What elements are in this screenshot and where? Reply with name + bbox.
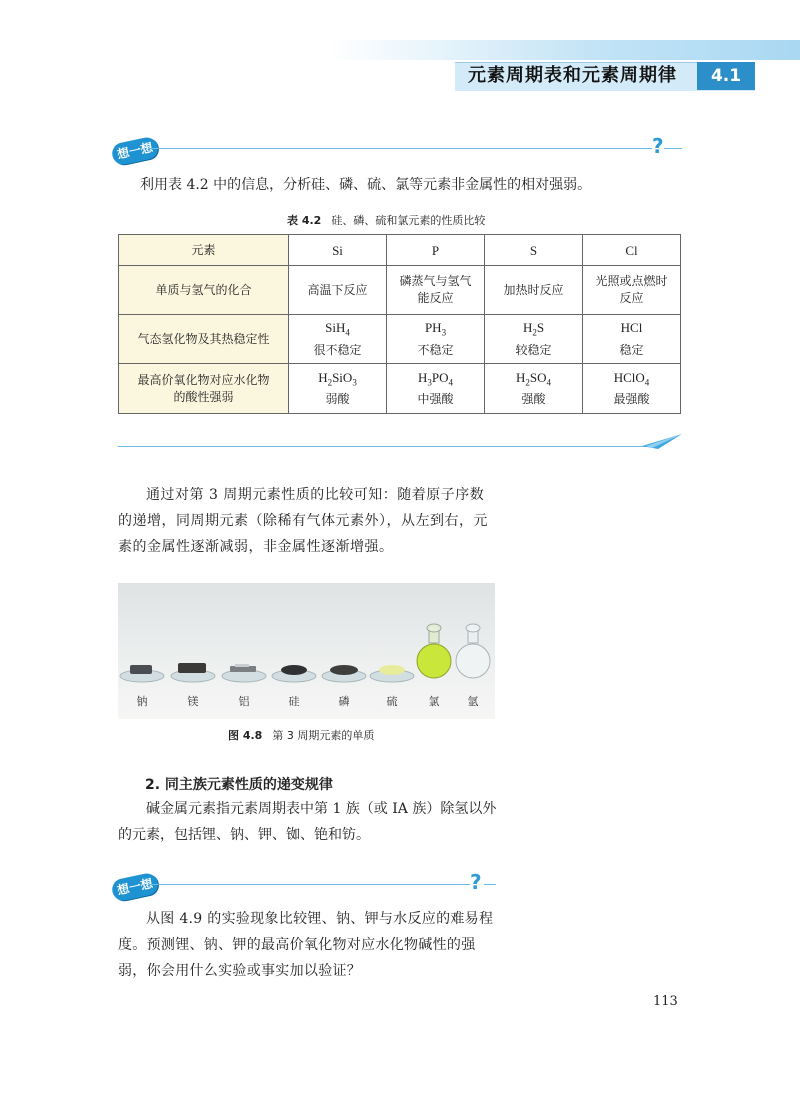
element-label: 硫: [386, 695, 398, 708]
table-cell: [289, 364, 387, 414]
table-cell: [387, 364, 485, 414]
think-rule-2: [150, 884, 470, 885]
table-cell: [485, 315, 583, 364]
think-rule-1b: [664, 148, 682, 149]
think-badge-1: 想一想: [110, 135, 160, 166]
question-mark-icon: ?: [652, 134, 664, 158]
header-cell-p: P: [387, 235, 485, 266]
header-cell-cl: Cl: [583, 235, 681, 266]
element-label: 磷: [338, 695, 350, 708]
element-label: 氩: [467, 695, 479, 708]
formula: HClO$_4$: [613, 369, 650, 388]
section-number: 4.1: [697, 62, 755, 90]
table-cell: [583, 364, 681, 414]
think-rule-1: [150, 148, 652, 149]
think-prompt-2: 从图 4.9 的实验现象比较锂、钠、钾与水反应的难易程度。预测锂、钠、钾的最高价氧化物对应水化物碱性的强弱，你会用什么实验或事实加以验证？: [118, 911, 494, 979]
formula: $H_2SiO_3$: [318, 369, 357, 388]
row-label: 最高价氧化物对应水化物 的酸性强弱: [119, 364, 289, 414]
row-label: 气态氢化物及其热稳定性: [119, 315, 289, 364]
table-cell: [485, 364, 583, 414]
table-caption-number: 表 4.2: [287, 214, 322, 227]
arrow-icon: [642, 428, 686, 450]
formula: $PH_3$: [424, 320, 447, 338]
chapter-title: 元素周期表和元素周期律: [468, 65, 677, 86]
table-cell: 高温下反应: [289, 266, 387, 315]
formula: HCl: [620, 320, 643, 336]
page-number: 113: [653, 994, 678, 1009]
cell-note: 稳定: [619, 342, 644, 357]
cell-note: 最强酸: [613, 392, 650, 407]
section-heading: 2. 同主族元素性质的递变规律: [145, 777, 333, 793]
properties-table: [118, 234, 681, 414]
paragraph-period-trend: 通过对第 3 周期元素性质的比较可知：随着原子序数的递增，同周期元素（除稀有气体元素外），从左到右，元素的金属性逐渐减弱，非金属性逐渐增强。: [118, 487, 488, 555]
figure-caption-text: 第 3 周期元素的单质: [272, 729, 375, 742]
element-label: 钠: [136, 695, 148, 708]
question-mark-icon: ?: [470, 870, 482, 894]
formula: $H_3PO_4$: [417, 369, 453, 388]
table-row: [119, 364, 681, 414]
figure-caption: [228, 727, 374, 743]
formula: $H_2SO_4$: [515, 369, 551, 388]
element-label: 氯: [428, 695, 440, 708]
think-end-rule: [118, 446, 658, 447]
paragraph-alkali-metals: 碱金属元素指元素周期表中第 1 族（或 ⅠA 族）除氢以外的元素，包括锂、钠、钾、铷、铯和钫。: [118, 801, 497, 843]
table-cell: 光照或点燃时 反应: [583, 266, 681, 315]
element-label: 镁: [187, 695, 199, 708]
table-row: [119, 266, 681, 315]
table-cell: [387, 315, 485, 364]
formula: SiH$_4$: [325, 320, 350, 338]
period3-elements-photo: [118, 583, 495, 719]
table-row: [119, 315, 681, 364]
table-cell: 加热时反应: [485, 266, 583, 315]
table-caption: [287, 212, 485, 228]
cell-note: 不稳定: [417, 342, 454, 357]
figure-caption-number: 图 4.8: [228, 729, 263, 742]
table-cell: [583, 315, 681, 364]
think-rule-2b: [484, 884, 496, 885]
table-cell: 磷蒸气与氢气 能反应: [387, 266, 485, 315]
think-badge-2: 想一想: [110, 871, 160, 902]
table-caption-text: 硅、磷、硫和氯元素的性质比较: [331, 214, 486, 227]
element-label: 硅: [288, 695, 300, 708]
table-header-row: [119, 235, 681, 266]
cell-note: 很不稳定: [313, 342, 362, 357]
cell-note: 弱酸: [325, 392, 350, 407]
cell-note: 强酸: [521, 392, 546, 407]
table-cell: [289, 315, 387, 364]
element-label: 铝: [238, 695, 250, 708]
cell-note: 较稳定: [515, 342, 552, 357]
row-label: 单质与氢气的化合: [119, 266, 289, 315]
think-prompt-1: 利用表 4.2 中的信息，分析硅、磷、硫、氯等元素非金属性的相对强弱。: [140, 177, 592, 193]
header-cell-s: S: [485, 235, 583, 266]
formula: $H_2S$: [522, 320, 545, 338]
cell-note: 中强酸: [417, 392, 454, 407]
header-gradient: [330, 40, 800, 60]
header-cell-element: 元素: [119, 235, 289, 266]
header-cell-si: Si: [289, 235, 387, 266]
